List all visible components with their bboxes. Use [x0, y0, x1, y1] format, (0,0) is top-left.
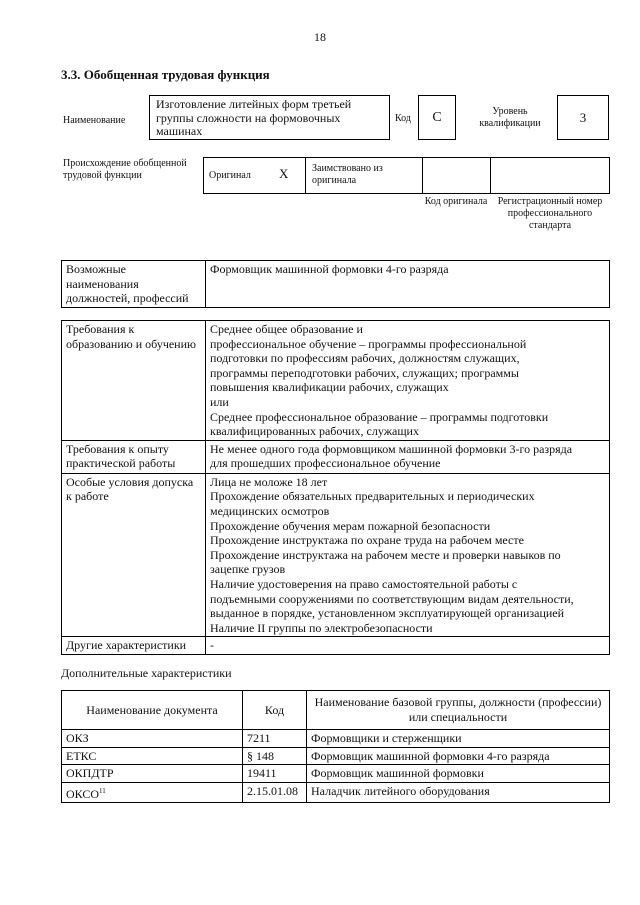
code-original-label: Код оригинала: [424, 196, 488, 207]
requirement-row: [62, 440, 610, 473]
requirement-row: [62, 321, 610, 441]
additional-title: Дополнительные характеристики: [61, 666, 232, 680]
footnote-mark: 11: [99, 786, 106, 795]
requirement-text: Лица не моложе 18 лет Прохождение обязательных предварительных и периодических медицинских осмотров Прохождение обучения мерам пожарной безопасности Прохождение инструктажа по охране труда на рабочем месте Прохождение инструктажа на рабочем месте и проверки навыков по зацепке грузов Наличие удостоверения на право самостоятельной работы с подъемными сооружениями по соответствующим видам деятельности, выданное в порядке, установленном эксплуатирующей организацией Наличие II группы по электробезопасности: [206, 473, 610, 637]
requirement-label: Требования к опыту практической работы: [62, 440, 206, 473]
positions-label: Возможные наименования должностей, профессий: [62, 261, 206, 308]
requirement-label: Другие характеристики: [62, 637, 206, 655]
code-label: Код: [395, 113, 411, 124]
requirement-row: [62, 637, 610, 655]
table-row: ЕТКС § 148 Формовщик машинной формовки 4-го разряда: [62, 747, 610, 765]
borrowed-label: Заимствовано из оригинала: [312, 163, 383, 186]
positions-value: Формовщик машинной формовки 4-го разряда: [206, 261, 610, 308]
positions-table: [61, 260, 610, 308]
table-header-row: [62, 691, 610, 730]
section-title: 3.3. Обобщенная трудовая функция: [61, 67, 270, 82]
additional-table: [61, 690, 610, 803]
name-value: Изготовление литейных форм третьей группы сложности на формовочных машинах: [156, 97, 352, 138]
name-label: Наименование: [63, 115, 126, 126]
page-number: 18: [314, 30, 326, 44]
code-value: C: [418, 95, 456, 140]
requirement-label: Особые условия допуска к работе: [62, 473, 206, 637]
header-code: Код: [243, 691, 307, 730]
reg-number-label: Регистрационный номер профессионального стандарта: [497, 196, 603, 231]
level-label: Уровень квалификации: [479, 106, 541, 129]
header-name: Наименование базовой группы, должности (профессии) или специальности: [307, 691, 610, 730]
requirement-text: Не менее одного года формовщиком машинной формовки 3-го разряда для прошедших профессиональное обучение: [206, 440, 610, 473]
level-value: 3: [557, 95, 609, 140]
original-label: Оригинал: [209, 170, 251, 181]
name-value-box: [149, 95, 390, 140]
header-doc: Наименование документа: [62, 691, 243, 730]
origin-label: Происхождение обобщенной трудовой функции: [63, 158, 187, 181]
table-row: ОКСО$^{11}$ 2.15.01.08 Наладчик литейного оборудования: [62, 782, 610, 803]
original-mark: X: [279, 166, 289, 181]
requirement-label: Требования к образованию и обучению: [62, 321, 206, 441]
table-row: ОКПДТР 19411 Формовщик машинной формовки: [62, 765, 610, 783]
requirement-row: [62, 473, 610, 637]
requirement-text: Среднее общее образование и профессиональное обучение – программы профессиональной подготовки по профессиям рабочих, должностям служащих, программы переподготовки рабочих, служащих; программы повышения квалификации рабочих, служащих или Среднее профессиональное образование – программы подготовки квалифицированных рабочих, служащих: [206, 321, 610, 441]
table-row: ОКЗ 7211 Формовщики и стерженщики: [62, 730, 610, 748]
requirement-text: -: [206, 637, 610, 655]
requirements-table: [61, 320, 610, 655]
